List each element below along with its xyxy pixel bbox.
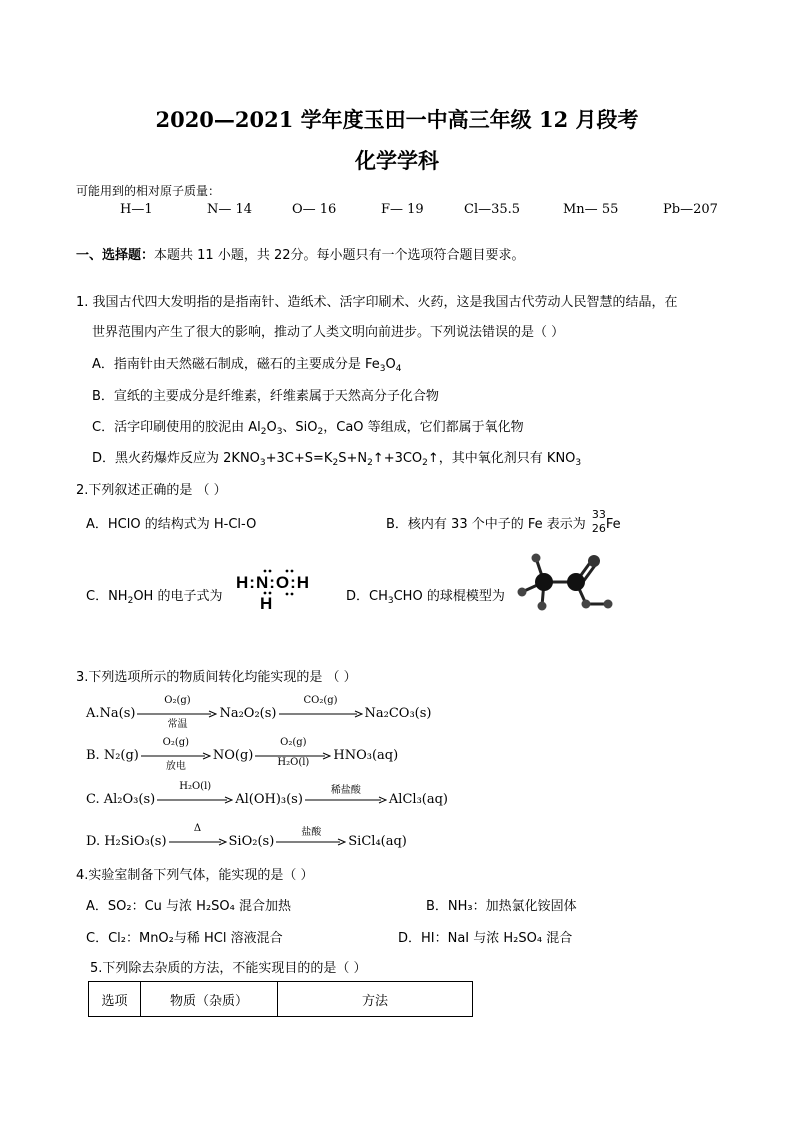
q2-option-b: B．核内有 33 个中子的 Fe 表示为 33 26 Fe xyxy=(386,508,621,535)
q1-stem-line1: 1. 我国古代四大发明指的是指南针、造纸术、活字印刷术、火药，这是我国古代劳动人民智慧的结晶，在 xyxy=(76,295,678,310)
section-heading-bold: 一、选择题： xyxy=(76,248,155,263)
atomic-mass-o: O— 16 xyxy=(292,202,337,217)
subject-title: 化学学科 xyxy=(355,148,439,173)
q3-option-d: D. H₂SiO₃(s) Δ SiO₂(s) 盐酸 SiCl₄(aq) xyxy=(86,822,407,849)
q1-stem-line2: 世界范围内产生了很大的影响，推动了人类文明向前进步。下列说法错误的是（ ） xyxy=(92,325,565,340)
q2-option-d: D．$CH_3CHO$ 的球棍模型为 xyxy=(346,589,505,606)
q4-option-b: B．NH₃：加热氯化铵固体 xyxy=(426,899,577,914)
q1-option-d: D．黑火药爆炸反应为 $2KNO_3+3C+S=K_2S+N_2↑+3CO_2↑$，其中氧化剂只有 $KNO_3$ xyxy=(92,451,582,468)
table-header-option: 选项 xyxy=(89,982,141,1017)
fe-atomic-number: 26 xyxy=(591,522,606,535)
fe-mass-number: 33 xyxy=(591,508,606,521)
atomic-mass-h: H—1 xyxy=(120,202,153,217)
q2-option-c: C．$NH_2OH$ 的电子式为 xyxy=(86,589,223,606)
atomic-mass-n: N— 14 xyxy=(207,202,253,217)
section-heading-rest: 本题共 11 小题，共 22分。每小题只有一个选项符合题目要求。 xyxy=(154,248,525,263)
nh2oh-lewis-structure xyxy=(234,566,316,614)
page-title: 2020—2021 学年度玉田一中高三年级 12 月段考 xyxy=(155,107,639,132)
q3-stem: 3.下列选项所示的物质间转化均能实现的是 （ ） xyxy=(76,670,357,685)
atomic-mass-mn: Mn— 55 xyxy=(563,202,619,217)
table-header-substance: 物质（杂质） xyxy=(141,982,278,1017)
lewis-row1: H:N:O:H xyxy=(236,573,311,592)
q2-stem: 2.下列叙述正确的是 （ ） xyxy=(76,483,227,498)
table-header-row xyxy=(89,982,473,1017)
q4-stem: 4.实验室制备下列气体，能实现的是（ ） xyxy=(76,868,314,883)
ch3cho-ball-stick-model xyxy=(516,552,616,614)
atomic-mass-pb: Pb—207 xyxy=(663,202,718,217)
q4-option-d: D．HI：NaI 与浓 H₂SO₄ 混合 xyxy=(398,931,573,946)
q1-option-c: C．活字印刷使用的胶泥由 $Al_2O_3$、SiO$_2$，CaO 等组成，它们都属于氧化物 xyxy=(92,420,524,437)
q2-option-a: A．HClO 的结构式为 H-Cl-O xyxy=(86,517,257,532)
atomic-mass-f: F— 19 xyxy=(381,202,424,217)
q1-option-b: B．宣纸的主要成分是纤维素，纤维素属于天然高分子化合物 xyxy=(92,389,439,404)
q1-option-a: A．指南针由天然磁石制成，磁石的主要成分是 $Fe_3O_4$ xyxy=(92,357,402,374)
section-heading xyxy=(76,244,525,263)
atomic-mass-cl: Cl—35.5 xyxy=(464,202,521,217)
q5-table xyxy=(88,981,473,1017)
lewis-row2: H xyxy=(260,594,273,613)
q4-option-a: A．SO₂：Cu 与浓 H₂SO₄ 混合加热 xyxy=(86,899,291,914)
atomic-mass-label: 可能用到的相对原子质量： xyxy=(76,184,221,198)
q4-option-c: C．Cl₂：MnO₂与稀 HCl 溶液混合 xyxy=(86,931,283,946)
q3-option-a: A.Na(s) O₂(g) 常温 Na₂O₂(s) CO₂(g) Na₂CO₃(s) xyxy=(86,694,432,730)
table-header-method: 方法 xyxy=(278,982,473,1017)
q5-stem: 5.下列除去杂质的方法，不能实现目的的是（ ） xyxy=(90,961,367,976)
q3-option-b: B. N₂(g) O₂(g) 放电 NO(g) O₂(g) H₂O(l) HNO₃(aq) xyxy=(86,736,399,772)
q3-option-c: C. Al₂O₃(s) H₂O(l) Al(OH)₃(s) 稀盐酸 AlCl₃(aq) xyxy=(86,780,448,807)
